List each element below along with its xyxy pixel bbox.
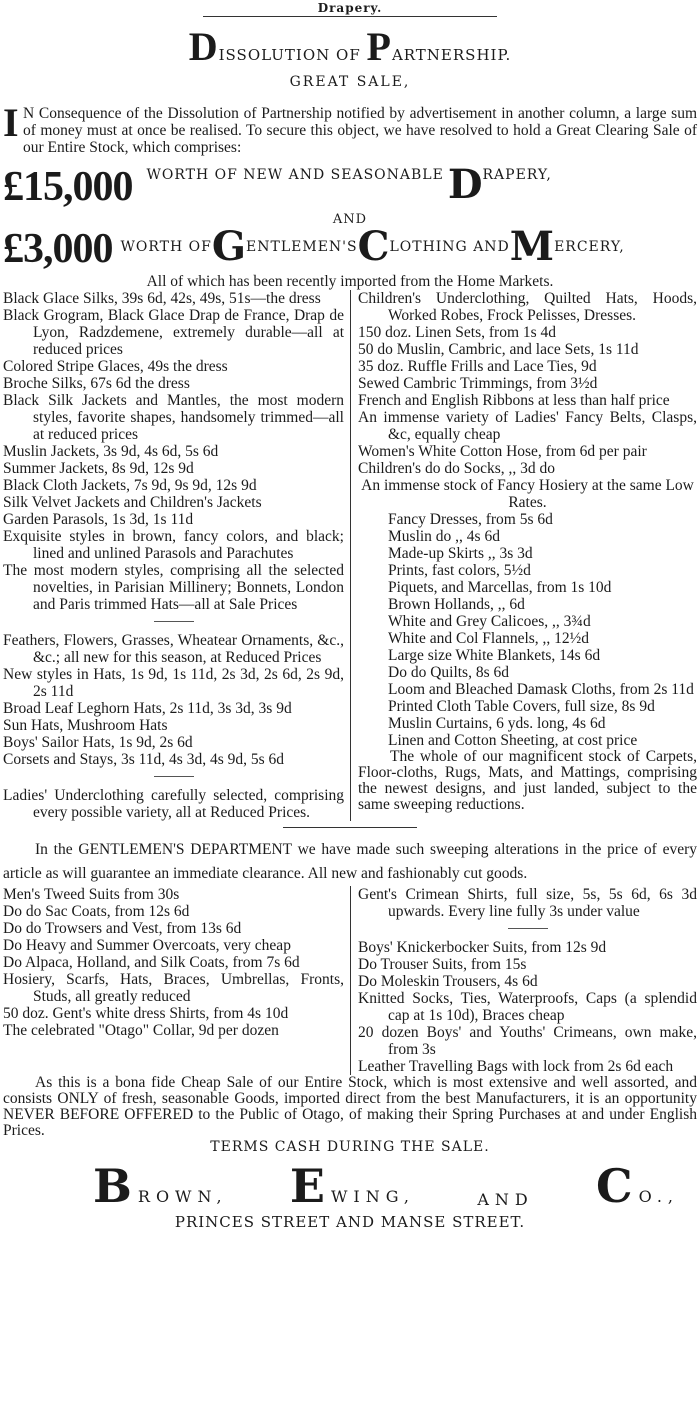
clothing-line-m-rest: ERCERY,: [554, 239, 625, 255]
intro-text: N Consequence of the Dissolution of Partnership notified by advertisement in another column, a large sum of money must at once be realised. To secure this object, we have resolved to hold a Great Clearing Sale of our Entire Stock, which comprises:: [23, 105, 697, 156]
clothing-drop-c: C: [357, 223, 390, 270]
closing-paragraph: As this is a bona fide Cheap Sale of our Entire Stock, which is most extensive and well assorted, and consists ONLY of fresh, seasonable Goods, imported direct from the best Manufacturers, it is an opportunity NEVER BEFORE OFFERED to the Public of Otago, of making their Spring Purchases at and under English Prices.: [3, 1074, 697, 1139]
title-part-1: ISSOLUTION OF: [218, 46, 367, 64]
list-item: Hosiery, Scarfs, Hats, Braces, Umbrellas, Fronts, Studs, all greatly reduced: [3, 971, 344, 1005]
drapery-columns: [3, 290, 697, 821]
list-item: Brown Hollands, ,, 6d: [388, 596, 525, 613]
firm-drop-b: B: [93, 1159, 138, 1213]
list-item: Garden Parasols, 1s 3d, 1s 11d: [3, 511, 194, 528]
intro-paragraph: [3, 100, 697, 159]
drapery-drop-d: D: [447, 161, 483, 208]
list-item: Fancy Dresses, from 5s 6d: [388, 511, 553, 528]
firm-ewing-rest: WING,: [330, 1187, 415, 1206]
divider: [508, 928, 548, 929]
list-item: Linen and Cotton Sheeting, at cost price: [388, 732, 638, 749]
list-item: 20 dozen Boys' and Youths' Crimeans, own make, from 3s: [358, 1024, 697, 1058]
heading-rule: [203, 16, 497, 17]
hosiery-note: An immense stock of Fancy Hosiery at the same Low Rates.: [361, 477, 694, 511]
list-item: Loom and Bleached Damask Cloths, from 2s 11d: [388, 681, 694, 698]
list-item: Do do Sac Coats, from 12s 6d: [3, 903, 190, 920]
list-item: Do Moleskin Trousers, 4s 6d: [358, 973, 538, 990]
list-item: Corsets and Stays, 3s 11d, 4s 3d, 4s 9d, 5s 6d: [3, 751, 285, 768]
firm-drop-e: E: [289, 1159, 331, 1213]
list-item: Ladies' Underclothing carefully selected, comprising every possible variety, all at Reduced Prices.: [3, 787, 344, 821]
list-item: Black Glace Silks, 39s 6d, 42s, 49s, 51s—the dress: [3, 290, 321, 307]
list-item: Feathers, Flowers, Grasses, Wheatear Ornaments, &c., &c.; all new for this season, at Reduced Prices: [3, 632, 344, 666]
clothing-line-text: WORTH OF: [120, 239, 212, 255]
and-connector: AND: [332, 212, 368, 227]
drapery-left-column: [3, 290, 351, 821]
list-item: Made-up Skirts ,, 3s 3d: [388, 545, 533, 562]
list-item: Large size White Blankets, 14s 6d: [388, 647, 601, 664]
drapery-right-column: [351, 290, 697, 821]
intro-drop-cap: I: [3, 100, 19, 145]
clothing-drop-m: M: [509, 223, 555, 270]
list-item: Printed Cloth Table Covers, full size, 8s 9d: [388, 698, 655, 715]
title-drop-p: P: [366, 24, 392, 69]
list-item: Black Grogram, Black Glace Drap de France, Drap de Lyon, Radzdemene, extremely durable—all at reduced prices: [3, 307, 344, 358]
drapery-line-text: WORTH OF NEW AND SEASONABLE: [146, 167, 444, 183]
list-item: Summer Jackets, 8s 9d, 12s 9d: [3, 460, 194, 477]
list-item: Broad Leaf Leghorn Hats, 2s 11d, 3s 3d, 3s 9d: [3, 700, 292, 717]
firm-and: AND: [477, 1190, 534, 1209]
clothing-amount: £3,000: [3, 226, 113, 272]
list-item: 150 doz. Linen Sets, from 1s 4d: [358, 324, 557, 341]
list-item: Muslin Curtains, 6 yds. long, 4s 6d: [388, 715, 606, 732]
list-item: Sewed Cambric Trimmings, from 3½d: [358, 375, 598, 392]
section-heading: Drapery.: [317, 1, 383, 15]
imported-line: All of which has been recently imported from the Home Markets.: [146, 273, 554, 290]
firm-co-rest: O.,: [638, 1187, 679, 1206]
list-item: Leather Travelling Bags with lock from 2s 6d each: [358, 1058, 674, 1075]
list-item: Muslin Jackets, 3s 9d, 4s 6d, 5s 6d: [3, 443, 219, 460]
divider: [154, 776, 194, 777]
list-item: Piquets, and Marcellas, from 1s 10d: [388, 579, 612, 596]
drapery-amount: £15,000: [3, 164, 133, 210]
firm-drop-c: C: [596, 1159, 639, 1213]
list-item: An immense variety of Ladies' Fancy Belts, Clasps, &c, equally cheap: [358, 409, 697, 443]
list-item: Do Trouser Suits, from 15s: [358, 956, 527, 973]
list-item: Do do Quilts, 8s 6d: [388, 664, 509, 681]
list-item: French and English Ribbons at less than half price: [358, 392, 670, 409]
list-item: Do Alpaca, Holland, and Silk Coats, from 7s 6d: [3, 954, 300, 971]
list-item: Gent's Crimean Shirts, full size, 5s, 5s 6d, 6s 3d upwards. Every line fully 3s under value: [358, 886, 697, 920]
firm-address: PRINCES STREET AND MANSE STREET.: [174, 1213, 526, 1231]
list-item: Prints, fast colors, 5½d: [388, 562, 531, 579]
list-item: The most modern styles, comprising all the selected novelties, in Parisian Millinery; Bonnets, London and Paris trimmed Hats—all at Sale Prices: [3, 562, 344, 613]
ad-title: [3, 24, 697, 69]
list-item: Children's do do Socks, ,, 3d do: [358, 460, 555, 477]
list-item: White and Col Flannels, ,, 12½d: [388, 630, 590, 647]
drapery-line-rest: RAPERY,: [482, 167, 552, 183]
firm-co: [596, 1159, 679, 1213]
list-item: Do Heavy and Summer Overcoats, very cheap: [3, 937, 291, 954]
drapery-amount-line: [3, 161, 697, 213]
list-item: 35 doz. Ruffle Frills and Lace Ties, 9d: [358, 358, 597, 375]
list-item: Exquisite styles in brown, fancy colors, and black; lined and unlined Parasols and Parachutes: [3, 528, 344, 562]
gentlemens-columns: [3, 886, 697, 1075]
gentlemens-left-column: [3, 886, 351, 1075]
title-drop-d: D: [188, 24, 219, 69]
list-item: Broche Silks, 67s 6d the dress: [3, 375, 190, 392]
list-item: Black Cloth Jackets, 7s 9d, 9s 9d, 12s 9d: [3, 477, 257, 494]
firm-brown-rest: ROWN,: [137, 1187, 228, 1206]
terms-line: TERMS CASH DURING THE SALE.: [210, 1139, 490, 1155]
firm-ewing: [289, 1159, 415, 1213]
firm-brown: [93, 1159, 228, 1213]
gentlemens-department-paragraph: In the GENTLEMEN'S DEPARTMENT we have made such sweeping alterations in the price of every article as will guarantee an immediate clearance. All new and fashionably cut goods.: [3, 841, 697, 882]
divider: [154, 621, 194, 622]
list-item: 50 doz. Gent's white dress Shirts, from 4s 10d: [3, 1005, 289, 1022]
list-item: Sun Hats, Mushroom Hats: [3, 717, 168, 734]
list-item: Men's Tweed Suits from 30s: [3, 886, 180, 903]
list-item: White and Grey Calicoes, ,, 3¾d: [388, 613, 591, 630]
section-rule: [283, 827, 417, 828]
great-sale-heading: GREAT SALE,: [289, 74, 411, 90]
list-item: Boys' Sailor Hats, 1s 9d, 2s 6d: [3, 734, 193, 751]
list-item: New styles in Hats, 1s 9d, 1s 11d, 2s 3d, 2s 6d, 2s 9d, 2s 11d: [3, 666, 344, 700]
clothing-line-g-rest: ENTLEMEN'S: [246, 239, 358, 255]
carpets-paragraph: The whole of our magnificent stock of Carpets, Floor-cloths, Rugs, Mats, and Mattings, comprising the newest designs, and just landed, subject to the same sweeping reductions.: [358, 748, 697, 813]
list-item: Colored Stripe Glaces, 49s the dress: [3, 358, 228, 375]
clothing-amount-line: [3, 223, 697, 273]
clothing-line-c-rest: LOTHING AND: [389, 239, 510, 255]
list-item: Silk Velvet Jackets and Children's Jackets: [3, 494, 262, 511]
list-item: Boys' Knickerbocker Suits, from 12s 9d: [358, 939, 607, 956]
list-item: Do do Trowsers and Vest, from 13s 6d: [3, 920, 242, 937]
price-list: [358, 511, 697, 749]
list-item: Women's White Cotton Hose, from 6d per pair: [358, 443, 647, 460]
firm-name: [93, 1159, 679, 1213]
list-item: The celebrated "Otago" Collar, 9d per dozen: [3, 1022, 279, 1039]
clothing-drop-g: G: [211, 223, 247, 270]
list-item: Muslin do ,, 4s 6d: [388, 528, 500, 545]
list-item: Black Silk Jackets and Mantles, the most modern styles, favorite shapes, handsomely trimmed—all at reduced prices: [3, 392, 344, 443]
title-part-2: ARTNERSHIP.: [391, 46, 512, 64]
list-item: Knitted Socks, Ties, Waterproofs, Caps (a splendid cap at 1s 10d), Braces cheap: [358, 990, 697, 1024]
list-item: Children's Underclothing, Quilted Hats, Hoods, Worked Robes, Frock Pelisses, Dresses.: [358, 290, 697, 324]
list-item: 50 do Muslin, Cambric, and lace Sets, 1s 11d: [358, 341, 639, 358]
gentlemens-right-column: [351, 886, 697, 1075]
